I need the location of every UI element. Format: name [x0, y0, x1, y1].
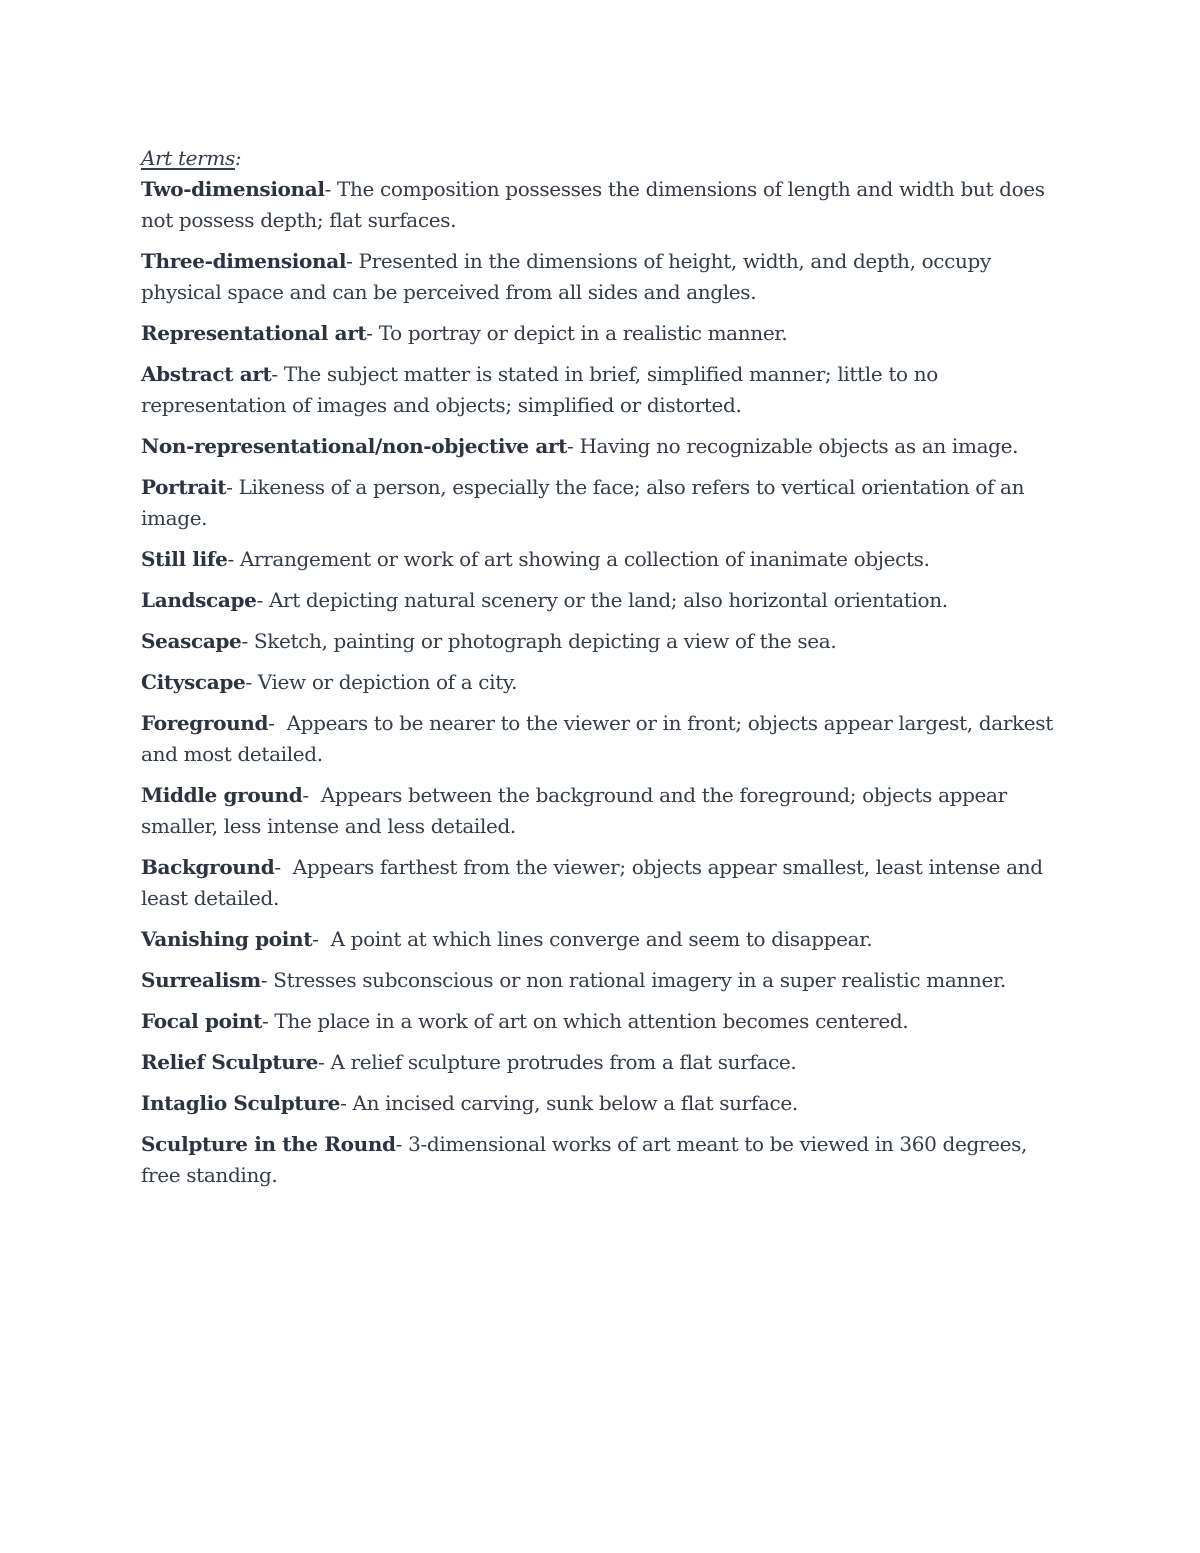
- term-definition: Stresses subconscious or non rational imagery in a super realistic manner.: [273, 968, 1006, 992]
- term-name: Cityscape: [141, 670, 246, 694]
- term-name: Middle ground: [141, 783, 303, 807]
- term-name: Two-dimensional: [141, 177, 325, 201]
- term-name: Background: [141, 855, 275, 879]
- term-entry: [141, 585, 1071, 616]
- heading-text: Art terms: [141, 146, 235, 170]
- term-entry: [141, 852, 1071, 914]
- term-separator: -: [226, 475, 239, 499]
- term-name: Portrait: [141, 475, 227, 499]
- term-definition: View or depiction of a city.: [257, 670, 518, 694]
- term-entry: [141, 1006, 1071, 1037]
- term-definition: Arrangement or work of art showing a collection of inanimate objects.: [239, 547, 930, 571]
- term-name: Intaglio Sculpture: [141, 1091, 341, 1115]
- term-separator: -: [567, 434, 580, 458]
- term-name: Non-representational/non-objective art: [141, 434, 568, 458]
- term-name: Sculpture in the Round: [141, 1132, 396, 1156]
- term-name: Representational art: [141, 321, 367, 345]
- term-entry: [141, 965, 1071, 996]
- document-body: [141, 143, 1071, 1201]
- term-definition: An incised carving, sunk below a flat surface.: [352, 1091, 798, 1115]
- term-separator: -: [312, 927, 331, 951]
- term-definition: A point at which lines converge and seem to disappear.: [330, 927, 873, 951]
- term-definition: The place in a work of art on which attention becomes centered.: [274, 1009, 909, 1033]
- term-name: Three-dimensional: [141, 249, 347, 273]
- term-name: Still life: [141, 547, 228, 571]
- term-definition: 3-dimensional works of art meant to be viewed in 360 degrees, free standing.: [141, 1132, 1028, 1187]
- term-name: Landscape: [141, 588, 257, 612]
- term-name: Seascape: [141, 629, 242, 653]
- term-separator: -: [268, 711, 287, 735]
- term-definition: Having no recognizable objects as an image.: [579, 434, 1019, 458]
- term-entry: [141, 780, 1071, 842]
- term-name: Focal point: [141, 1009, 262, 1033]
- term-entry: [141, 472, 1071, 534]
- term-entry: [141, 318, 1071, 349]
- document-heading: [141, 143, 1071, 174]
- term-definition: To portray or depict in a realistic manner.: [378, 321, 788, 345]
- term-separator: -: [395, 1132, 409, 1156]
- term-name: Vanishing point: [141, 927, 313, 951]
- term-definition: Appears between the background and the foreground; objects appear smaller, less intense and less detailed.: [141, 783, 1007, 838]
- term-separator: -: [366, 321, 379, 345]
- term-separator: -: [271, 362, 284, 386]
- term-definition: Art depicting natural scenery or the land; also horizontal orientation.: [268, 588, 948, 612]
- term-entry: [141, 431, 1071, 462]
- term-definition: The composition possesses the dimensions of length and width but does not possess depth; flat surfaces.: [141, 177, 1045, 232]
- term-list: [141, 174, 1071, 1191]
- term-separator: -: [274, 855, 293, 879]
- term-separator: -: [245, 670, 258, 694]
- term-definition: A relief sculpture protrudes from a flat surface.: [330, 1050, 797, 1074]
- term-separator: -: [318, 1050, 331, 1074]
- term-entry: [141, 246, 1071, 308]
- term-definition: Presented in the dimensions of height, width, and depth, occupy physical space and can be perceived from all sides and angles.: [141, 249, 991, 304]
- term-separator: -: [241, 629, 254, 653]
- term-separator: -: [302, 783, 321, 807]
- term-entry: [141, 174, 1071, 236]
- term-entry: [141, 1047, 1071, 1078]
- term-definition: Appears to be nearer to the viewer or in front; objects appear largest, darkest and most detailed.: [141, 711, 1053, 766]
- term-entry: [141, 1129, 1071, 1191]
- term-definition: The subject matter is stated in brief, simplified manner; little to no representation of images and objects; simplified or distorted.: [141, 362, 938, 417]
- term-name: Surrealism: [141, 968, 261, 992]
- term-separator: -: [260, 968, 274, 992]
- term-entry: [141, 1088, 1071, 1119]
- term-name: Foreground: [141, 711, 269, 735]
- term-separator: -: [256, 588, 269, 612]
- term-separator: -: [227, 547, 240, 571]
- term-separator: -: [340, 1091, 353, 1115]
- term-definition: Likeness of a person, especially the face; also refers to vertical orientation of an image.: [141, 475, 1025, 530]
- term-name: Abstract art: [141, 362, 272, 386]
- term-separator: -: [262, 1009, 275, 1033]
- heading-colon: :: [234, 146, 242, 170]
- term-entry: [141, 708, 1071, 770]
- term-entry: [141, 667, 1071, 698]
- term-definition: Appears farthest from the viewer; objects appear smallest, least intense and least detailed.: [141, 855, 1043, 910]
- term-entry: [141, 626, 1071, 657]
- term-definition: Sketch, painting or photograph depicting a view of the sea.: [253, 629, 837, 653]
- term-separator: -: [346, 249, 359, 273]
- term-name: Relief Sculpture: [141, 1050, 319, 1074]
- term-separator: -: [324, 177, 338, 201]
- term-entry: [141, 544, 1071, 575]
- term-entry: [141, 924, 1071, 955]
- term-entry: [141, 359, 1071, 421]
